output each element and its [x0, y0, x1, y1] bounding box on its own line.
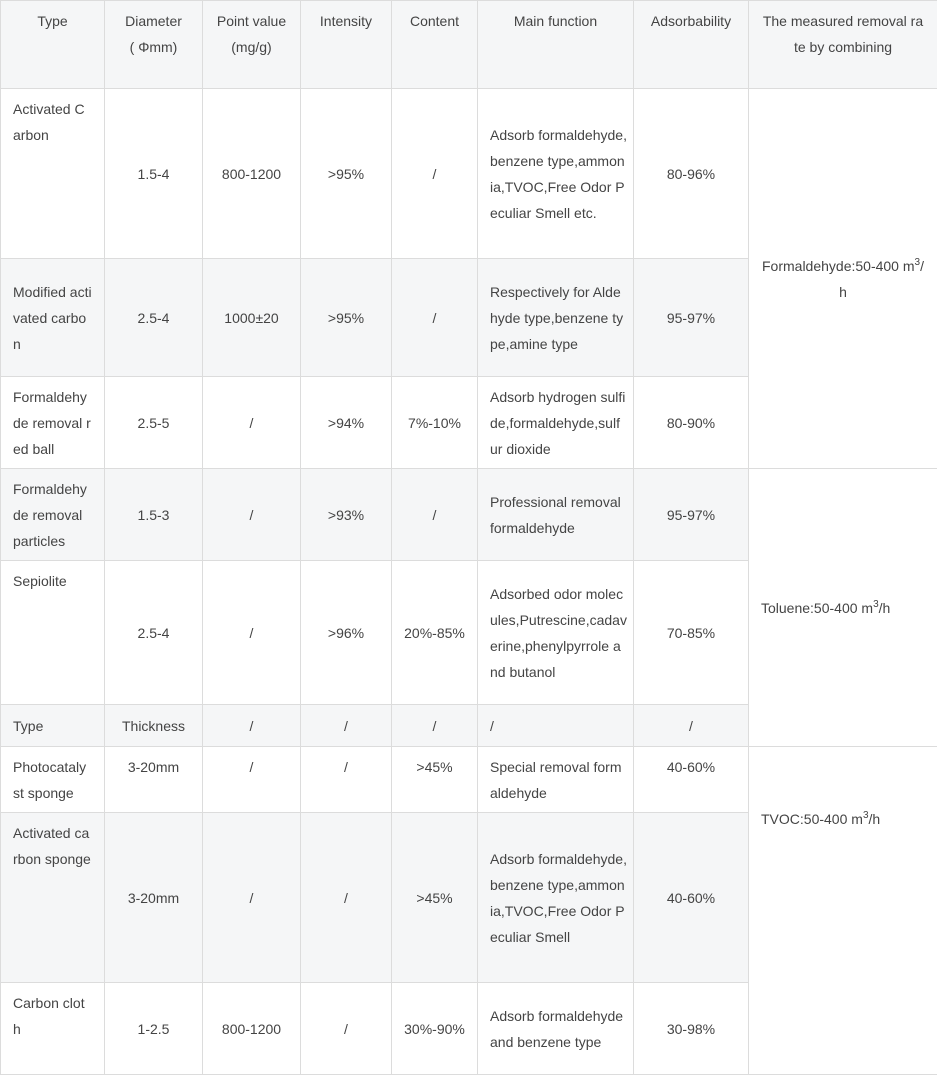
cell-type: Formaldehyde removal red ball: [1, 377, 105, 469]
table-row: [1, 89, 937, 259]
cell-diameter: 3-20mm: [105, 747, 203, 813]
removal-unit: /h: [839, 257, 924, 300]
cell-main-function: Adsorb formaldehyde,benzene type,ammonia,TVOC,Free Odor Peculiar Smell etc.: [478, 89, 634, 259]
removal-label: Toluene:50-400 m: [761, 599, 874, 616]
cell-main-function: Adsorb hydrogen sulfide,formaldehyde,sulfur dioxide: [478, 377, 634, 469]
cell-adsorbability: 95-97%: [634, 259, 749, 377]
cell-adsorbability: /: [634, 705, 749, 747]
cell-type: Photocatalyst sponge: [1, 747, 105, 813]
cell-intensity: >94%: [301, 377, 392, 469]
cell-diameter: 2.5-4: [105, 259, 203, 377]
cell-removal-tvoc: [749, 747, 937, 1075]
cell-adsorbability: 95-97%: [634, 469, 749, 561]
cell-content: 7%-10%: [392, 377, 478, 469]
removal-unit: /h: [878, 599, 891, 616]
cell-point-value: /: [203, 377, 301, 469]
cell-intensity: /: [301, 983, 392, 1075]
col-header-point-value: Point value (mg/g): [203, 1, 301, 89]
cell-removal-toluene: [749, 469, 937, 747]
cell-point-value: 800-1200: [203, 983, 301, 1075]
col-header-content: Content: [392, 1, 478, 89]
col-header-diameter: Diameter ( Φmm): [105, 1, 203, 89]
cell-intensity: /: [301, 705, 392, 747]
cell-type: Modified activated carbon: [1, 259, 105, 377]
cell-adsorbability: 80-96%: [634, 89, 749, 259]
cell-type: Carbon cloth: [1, 983, 105, 1075]
cell-content: >45%: [392, 813, 478, 983]
header-row: [1, 1, 937, 89]
cell-diameter: 3-20mm: [105, 813, 203, 983]
col-header-type: Type: [1, 1, 105, 89]
table-row: [1, 747, 937, 813]
cell-content: /: [392, 705, 478, 747]
col-header-removal-rate: The measured removal rate by combining: [749, 1, 937, 89]
cell-type: Sepiolite: [1, 561, 105, 705]
col-header-intensity: Intensity: [301, 1, 392, 89]
cell-intensity: >95%: [301, 89, 392, 259]
cell-intensity: >93%: [301, 469, 392, 561]
cell-intensity: /: [301, 747, 392, 813]
cell-adsorbability: 40-60%: [634, 747, 749, 813]
removal-superscript: 3: [862, 810, 869, 821]
col-header-adsorbability: Adsorbability: [634, 1, 749, 89]
cell-content: /: [392, 89, 478, 259]
cell-main-function: Adsorb formaldehyde,benzene type,ammonia,TVOC,Free Odor Peculiar Smell: [478, 813, 634, 983]
cell-point-value: 1000±20: [203, 259, 301, 377]
cell-main-function: Professional removal formaldehyde: [478, 469, 634, 561]
cell-adsorbability: 80-90%: [634, 377, 749, 469]
cell-content: /: [392, 469, 478, 561]
cell-diameter: 1.5-4: [105, 89, 203, 259]
removal-label: Formaldehyde:50-400 m: [762, 257, 915, 274]
cell-type: Activated carbon sponge: [1, 813, 105, 983]
cell-point-value: /: [203, 705, 301, 747]
cell-intensity: /: [301, 813, 392, 983]
cell-type: Type: [1, 705, 105, 747]
cell-content: 30%-90%: [392, 983, 478, 1075]
cell-content: /: [392, 259, 478, 377]
cell-intensity: >95%: [301, 259, 392, 377]
table-row: [1, 469, 937, 561]
cell-main-function: /: [478, 705, 634, 747]
removal-superscript: 3: [873, 598, 879, 610]
cell-type: Formaldehyde removal particles: [1, 469, 105, 561]
cell-point-value: /: [203, 747, 301, 813]
cell-point-value: /: [203, 561, 301, 705]
cell-intensity: >96%: [301, 561, 392, 705]
cell-diameter: 1-2.5: [105, 983, 203, 1075]
cell-removal-formaldehyde: [749, 89, 937, 469]
cell-adsorbability: 30-98%: [634, 983, 749, 1075]
cell-point-value: 800-1200: [203, 89, 301, 259]
cell-type: Activated Carbon: [1, 89, 105, 259]
cell-main-function: Respectively for Aldehyde type,benzene type,amine type: [478, 259, 634, 377]
cell-main-function: Special removal formaldehyde: [478, 747, 634, 813]
cell-content: 20%-85%: [392, 561, 478, 705]
removal-superscript: 3: [914, 256, 921, 268]
cell-diameter: 2.5-4: [105, 561, 203, 705]
cell-diameter: 1.5-3: [105, 469, 203, 561]
col-header-main-function: Main function: [478, 1, 634, 89]
cell-main-function: Adsorbed odor molecules,Putrescine,cadaverine,phenylpyrrole and butanol: [478, 561, 634, 705]
cell-adsorbability: 70-85%: [634, 561, 749, 705]
cell-adsorbability: 40-60%: [634, 813, 749, 983]
removal-unit: /h: [868, 811, 881, 827]
cell-point-value: /: [203, 813, 301, 983]
cell-point-value: /: [203, 469, 301, 561]
removal-label: TVOC:50-400 m: [761, 811, 863, 827]
cell-main-function: Adsorb formaldehyde and benzene type: [478, 983, 634, 1075]
cell-content: >45%: [392, 747, 478, 813]
cell-diameter: 2.5-5: [105, 377, 203, 469]
cell-diameter: Thickness: [105, 705, 203, 747]
